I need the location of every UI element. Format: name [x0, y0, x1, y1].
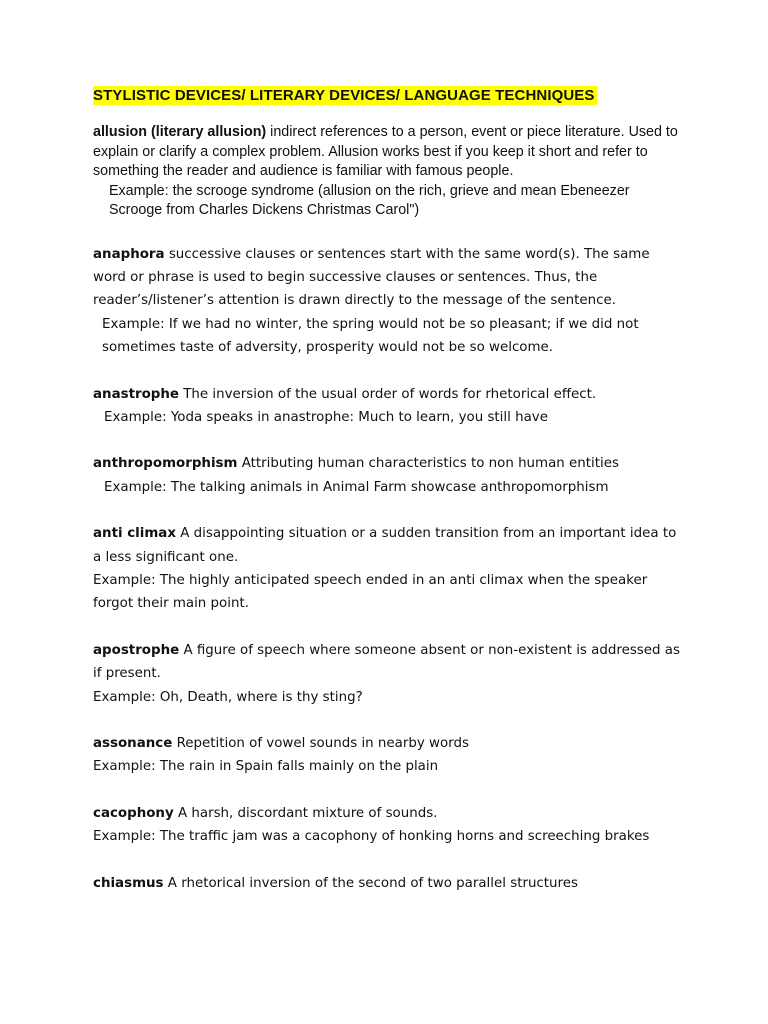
- entry-definition-paragraph: [93, 522, 683, 569]
- entry-term: anthropomorphism: [93, 456, 238, 472]
- entry-definition: The inversion of the usual order of words for rhetorical effect.: [178, 386, 597, 402]
- entry-example: Example: The traffic jam was a cacophony of honking horns and screeching brakes: [93, 829, 650, 845]
- entry-term: apostrophe: [93, 642, 180, 658]
- entry-definition-paragraph: [93, 243, 683, 313]
- entry-definition-paragraph: [93, 383, 683, 406]
- entry-term: anti climax: [93, 526, 176, 542]
- entry-chiasmus: [93, 872, 683, 895]
- entry-definition: Repetition of vowel sounds in nearby words: [172, 736, 469, 751]
- entry-example: Example: Yoda speaks in anastrophe: Much to learn, you still have: [104, 409, 548, 425]
- entry-example: Example: The highly anticipated speech ended in an anti climax when the speaker forgot their main point.: [93, 572, 648, 612]
- entry-definition-paragraph: [93, 639, 683, 686]
- entry-allusion: [93, 123, 683, 221]
- entry-anti-climax: [93, 522, 683, 616]
- entry-example: Example: the scrooge syndrome (allusion on the rich, grieve and mean Ebeneezer Scrooge from Charles Dickens Christmas Carol"): [109, 182, 630, 218]
- entry-term: anaphora: [93, 246, 165, 262]
- entry-assonance: [93, 732, 683, 779]
- entry-definition: indirect references to a person, event or piece literature. Used to explain or clarify a complex problem. Allusion works best if you keep it short and refer to something the reader and audience is familiar with famous people.: [93, 124, 678, 179]
- document-title: STYLISTIC DEVICES/ LITERARY DEVICES/ LANGUAGE TECHNIQUES: [93, 87, 595, 104]
- entry-definition: A rhetorical inversion of the second of two parallel structures: [163, 875, 578, 891]
- entry-anthropomorphism: [93, 452, 683, 499]
- entry-definition-paragraph: [93, 732, 683, 755]
- entry-term: cacophony: [93, 805, 174, 821]
- entry-term: allusion (literary allusion): [93, 124, 267, 140]
- entry-anaphora: [93, 243, 683, 360]
- entry-definition: A figure of speech where someone absent or non-existent is addressed as if present.: [93, 642, 680, 682]
- entry-example: Example: The rain in Spain falls mainly on the plain: [93, 759, 439, 775]
- entry-definition-paragraph: [93, 123, 683, 182]
- entry-example: Example: The talking animals in Animal Farm showcase anthropomorphism: [104, 479, 609, 495]
- entry-example: Example: Oh, Death, where is thy sting?: [93, 689, 363, 705]
- entry-definition: A disappointing situation or a sudden transition from an important idea to a less significant one.: [93, 526, 677, 565]
- entry-apostrophe: [93, 639, 683, 709]
- entry-term: anastrophe: [93, 386, 179, 402]
- entry-definition: Attributing human characteristics to non human entities: [237, 456, 619, 472]
- entry-definition-paragraph: [93, 452, 683, 475]
- entry-anastrophe: [93, 383, 683, 430]
- entry-definition-paragraph: [93, 872, 683, 895]
- entry-definition: A harsh, discordant mixture of sounds.: [173, 805, 438, 821]
- entry-cacophony: [93, 802, 683, 849]
- entry-definition: successive clauses or sentences start with the same word(s). The same word or phrase is used to begin successive clauses or sentences. Thus, the reader’s/listener’s attention is drawn directly to the message of the sentence.: [93, 246, 650, 309]
- entry-term: assonance: [93, 736, 173, 751]
- document-page: [93, 86, 683, 895]
- entry-term: chiasmus: [93, 875, 164, 891]
- entry-definition-paragraph: [93, 802, 683, 825]
- entry-example: Example: If we had no winter, the spring would not be so pleasant; if we did not sometimes taste of adversity, prosperity would not be so welcome.: [102, 316, 639, 356]
